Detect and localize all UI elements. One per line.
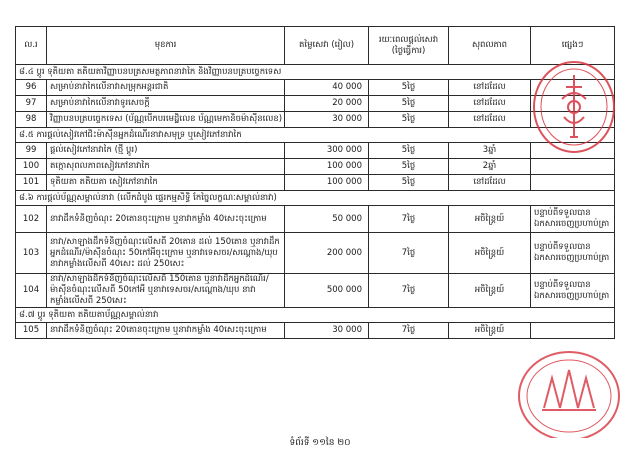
row-number: 104	[16, 274, 47, 308]
section-title: ៨.៥ ការផ្តល់សៀវភៅជិះម៉ាស៊ីនអ្នកដំណើរនាវាសមុទ្រ ឬសៀវភៅនាវាកៃ	[16, 128, 615, 143]
row-description: នាវា/សាឡាងដឹកទំនិញចំណុះលើសពី 150តោន ឬនាវាដឹកអ្នកដំណើរ/ម៉ាស៊ីនចំណុះលើសពី 50កៅអី ឬនាវាទេសចរ/សណ្តោង/ឃុប នាវា កម្លាំងលើសពី 250សេះ	[47, 274, 285, 308]
section-row	[16, 308, 615, 323]
section-row	[16, 191, 615, 206]
row-note	[531, 159, 615, 175]
row-price: 200 000	[285, 233, 369, 274]
row-price: 30 000	[285, 112, 369, 128]
row-price: 50 000	[285, 206, 369, 233]
row-note	[531, 323, 615, 339]
table-header-row	[16, 27, 615, 65]
row-description: សម្រាប់នាវាកៃលើនាវាសម្រុកអន្តរជាតិ	[47, 80, 285, 96]
fee-table	[15, 26, 615, 339]
row-price: 100 000	[285, 175, 369, 191]
row-number: 103	[16, 233, 47, 274]
row-duration: 5ថ្ងៃ	[369, 80, 449, 96]
row-validity: អចិន្ត្រៃយ៍	[449, 206, 531, 233]
row-number: 102	[16, 206, 47, 233]
row-duration: 5ថ្ងៃ	[369, 143, 449, 159]
section-title: ៨.៦ ការផ្តល់ប័ណ្ណសម្គាល់នាវា (លើកដំបូង ផ្ទេរកម្មសិទ្ធិ កែច្នៃលក្ខណៈសម្គាល់នាវា)	[16, 191, 615, 206]
row-note	[531, 143, 615, 159]
row-validity: 2ឆ្នាំ	[449, 159, 531, 175]
row-number: 105	[16, 323, 47, 339]
row-note	[531, 175, 615, 191]
table-body	[16, 65, 615, 339]
col-header-duration: រយៈពេលផ្តល់សេវា (ថ្ងៃធ្វើការ)	[369, 27, 449, 65]
table-row	[16, 233, 615, 274]
table-row	[16, 175, 615, 191]
row-description: វិញ្ញាបនបត្របច្ចេកទេស (ប័ណ្ណបើកបរមេដ្ឋិលេខ ប័ណ្ណមេកានិចម៉ាស៊ីនលេខ)	[47, 112, 285, 128]
row-description: នាវាដឹកទំនិញចំណុះ 20តោនចុះក្រោម ឬនាវាកម្លាំង 40សេះចុះក្រោម	[47, 323, 285, 339]
row-validity: នៅដដែល	[449, 96, 531, 112]
section-title: ៨.៧ ប្តូរ ទុតិយតា តតិយតាប័ណ្ណសម្គាល់នាវា	[16, 308, 615, 323]
col-header-no: ល.រ	[16, 27, 47, 65]
row-duration: 7ថ្ងៃ	[369, 274, 449, 308]
row-number: 98	[16, 112, 47, 128]
row-validity: នៅដដែល	[449, 112, 531, 128]
row-number: 100	[16, 159, 47, 175]
row-price: 40 000	[285, 80, 369, 96]
row-description: សម្រាប់នាវាកៃលើនាវាទូរសេចក្តី	[47, 96, 285, 112]
section-row	[16, 65, 615, 80]
row-validity: នៅដដែល	[449, 175, 531, 191]
table-row	[16, 274, 615, 308]
row-duration: 5ថ្ងៃ	[369, 96, 449, 112]
col-header-description: មុខការ	[47, 27, 285, 65]
table-row	[16, 80, 615, 96]
row-description: ផ្តល់សៀវភៅនាវាកៃ (ថ្មី ប្តូរ)	[47, 143, 285, 159]
row-price: 500 000	[285, 274, 369, 308]
table-row	[16, 323, 615, 339]
row-duration: 7ថ្ងៃ	[369, 323, 449, 339]
official-seal-stamp-lower	[514, 348, 624, 438]
row-note	[531, 80, 615, 96]
row-note	[531, 96, 615, 112]
col-header-price: តម្លៃសេវា (រៀល)	[285, 27, 369, 65]
row-duration: 5ថ្ងៃ	[369, 175, 449, 191]
row-price: 20 000	[285, 96, 369, 112]
row-note: បន្ទាប់ពីទទួលបាន ឯកសារចេញប្រហាប់ត្រា	[531, 206, 615, 233]
table-row	[16, 96, 615, 112]
row-validity: 3ឆ្នាំ	[449, 143, 531, 159]
row-description: តក្កោសុពលភាពសៀវភៅនាវាកៃ	[47, 159, 285, 175]
row-price: 30 000	[285, 323, 369, 339]
row-description: នាវា/សាឡាងដឹកទំនិញចំណុះលើសពី 20តោន ដល់ 150តោន ឬនាវាដឹកអ្នកដំណើរ/ម៉ាស៊ីនចំណុះ 50កៅអីចុះក្រោម ឬនាវាទេសចរ/សណ្តោង/ឃុប នាវាកម្លាំងលើសពី 40សេះ ដល់ 250សេះ	[47, 233, 285, 274]
row-note: បន្ទាប់ពីទទួលបាន ឯកសារចេញប្រហាប់ត្រា	[531, 233, 615, 274]
table-row	[16, 143, 615, 159]
row-validity: អចិន្ត្រៃយ៍	[449, 233, 531, 274]
row-duration: 7ថ្ងៃ	[369, 206, 449, 233]
row-description: នាវាដឹកទំនិញចំណុះ 20តោនចុះក្រោម ឬនាវាកម្លាំង 40សេះចុះក្រោម	[47, 206, 285, 233]
table-row	[16, 206, 615, 233]
row-duration: 7ថ្ងៃ	[369, 233, 449, 274]
row-duration: 5ថ្ងៃ	[369, 159, 449, 175]
table-row	[16, 112, 615, 128]
row-number: 99	[16, 143, 47, 159]
row-price: 100 000	[285, 159, 369, 175]
row-validity: នៅដដែល	[449, 80, 531, 96]
table-row	[16, 159, 615, 175]
row-note: បន្ទាប់ពីទទួលបាន ឯកសារចេញប្រហាប់ត្រា	[531, 274, 615, 308]
col-header-validity: សុពលភាព	[449, 27, 531, 65]
row-validity: អចិន្ត្រៃយ៍	[449, 323, 531, 339]
row-note	[531, 112, 615, 128]
row-number: 96	[16, 80, 47, 96]
row-number: 97	[16, 96, 47, 112]
row-number: 101	[16, 175, 47, 191]
section-title: ៨.៤ ប្តូរ ទុតិយតា តតិយតាវិញ្ញាបនបត្រសមត្ថភាពនាវាកៃ និងវិញ្ញាបនបត្របច្ចេកទេស	[16, 65, 615, 80]
row-description: ទុតិយតា តតិយតា សៀវភៅនាវាកៃ	[47, 175, 285, 191]
page-number: ទំព័រទី ១១នៃ ២០	[289, 438, 351, 448]
row-validity: អចិន្ត្រៃយ៍	[449, 274, 531, 308]
row-price: 300 000	[285, 143, 369, 159]
row-duration: 5ថ្ងៃ	[369, 112, 449, 128]
col-header-notes: ផ្សេងៗ	[531, 27, 615, 65]
section-row	[16, 128, 615, 143]
